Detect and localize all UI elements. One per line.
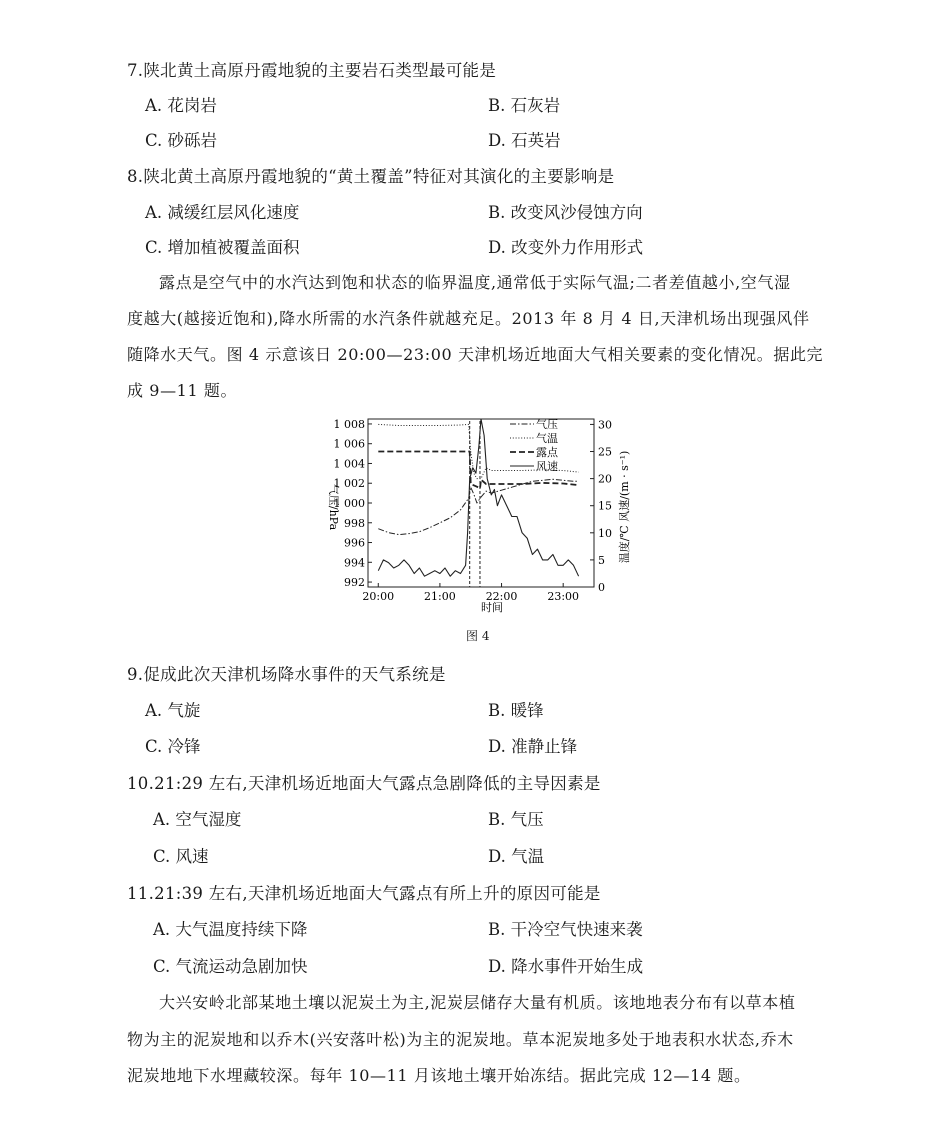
x-tick-label: 21:00	[424, 590, 456, 603]
question-9-stem: 9.促成此次天津机场降水事件的天气系统是	[127, 665, 446, 684]
passage-2-line-2: 物为主的泥炭地和以乔木(兴安落叶松)为主的泥炭地。草本泥炭地多处于地表积水状态,乔木	[127, 1030, 794, 1049]
y-left-tick-label: 1 000	[333, 497, 365, 510]
question-9-option-a[interactable]: A. 气旋	[145, 701, 201, 720]
x-tick-label: 20:00	[362, 590, 395, 603]
question-10-option-b[interactable]: B. 气压	[488, 810, 544, 829]
y-left-tick-label: 992	[344, 576, 365, 590]
question-9-option-b[interactable]: B. 暖锋	[488, 701, 544, 720]
y-left-tick-label: 996	[344, 536, 365, 550]
question-8-stem: 8.陕北黄土高原丹霞地貌的“黄土覆盖”特征对其演化的主要影响是	[127, 167, 615, 186]
y-right-tick-label: 15	[598, 499, 612, 513]
question-7-stem: 7.陕北黄土高原丹霞地貌的主要岩石类型最可能是	[127, 61, 497, 80]
x-tick-label: 23:00	[547, 590, 580, 603]
passage-1-line-2: 度越大(越接近饱和),降水所需的水汽条件就越充足。2013 年 8 月 4 日,天津机场出现强风伴	[127, 309, 810, 328]
axes-layer	[334, 418, 613, 603]
question-10-option-a[interactable]: A. 空气湿度	[153, 810, 242, 829]
question-11-option-c[interactable]: C. 气流运动急剧加快	[153, 957, 308, 976]
passage-1-line-1: 露点是空气中的水汽达到饱和状态的临界温度,通常低于实际气温;二者差值越小,空气湿	[159, 273, 791, 292]
question-9-option-c[interactable]: C. 冷锋	[145, 737, 201, 756]
y-right-tick-label: 25	[598, 445, 612, 459]
y-right-tick-label: 0	[598, 581, 605, 594]
question-7-option-c[interactable]: C. 砂砾岩	[145, 131, 218, 150]
figure-caption: 图 4	[466, 629, 490, 643]
question-11-option-b[interactable]: B. 干冷空气快速来袭	[488, 920, 643, 939]
question-10-option-d[interactable]: D. 气温	[488, 847, 545, 866]
question-10-stem: 10.21:29 左右,天津机场近地面大气露点急剧降低的主导因素是	[127, 774, 601, 793]
y-left-tick-label: 998	[344, 516, 365, 530]
x-axis-label: 时间	[481, 601, 503, 614]
legend-label-windspeed: 风速	[536, 460, 558, 473]
question-9-option-d[interactable]: D. 准静止锋	[488, 737, 578, 756]
line-chart	[318, 412, 648, 624]
y-left-tick-label: 994	[344, 556, 365, 570]
y-right-axis-label: 温度/℃ 风速/(m · s⁻¹)	[618, 450, 631, 564]
x-tick-label: 22:00	[485, 590, 518, 603]
question-8-option-d[interactable]: D. 改变外力作用形式	[488, 238, 644, 257]
y-left-axis-label: 气压/hPa	[327, 483, 340, 531]
y-right-tick-label: 30	[598, 418, 612, 432]
legend-label-pressure: 气压	[536, 418, 558, 431]
question-7-option-b[interactable]: B. 石灰岩	[488, 96, 561, 115]
passage-1-line-4: 成 9—11 题。	[127, 381, 238, 400]
passage-2-line-1: 大兴安岭北部某地土壤以泥炭土为主,泥炭层储存大量有机质。该地地表分布有以草本植	[159, 993, 796, 1012]
y-right-tick-label: 20	[598, 472, 612, 486]
question-11-option-a[interactable]: A. 大气温度持续下降	[153, 920, 308, 939]
question-8-option-a[interactable]: A. 减缓红层风化速度	[145, 203, 300, 222]
passage-2-line-3: 泥炭地地下水埋藏较深。每年 10—11 月该地土壤开始冻结。据此完成 12—14 题。	[127, 1066, 751, 1085]
question-7-option-d[interactable]: D. 石英岩	[488, 131, 561, 150]
question-8-option-b[interactable]: B. 改变风沙侵蚀方向	[488, 203, 643, 222]
question-8-option-c[interactable]: C. 增加植被覆盖面积	[145, 238, 300, 257]
question-10-option-c[interactable]: C. 风速	[153, 847, 209, 866]
legend-label-dewpoint: 露点	[536, 446, 558, 459]
figure-4-chart	[318, 412, 648, 624]
y-left-tick-label: 1 008	[333, 417, 365, 431]
y-left-tick-label: 1 004	[333, 457, 365, 471]
y-left-tick-label: 1 002	[333, 477, 365, 491]
passage-1-line-3: 随降水天气。图 4 示意该日 20:00—23:00 天津机场近地面大气相关要素的变化情况。据此完	[127, 345, 824, 364]
y-right-tick-label: 5	[598, 553, 605, 567]
series-line-pressure	[378, 479, 578, 534]
legend-label-temperature: 气温	[536, 432, 558, 445]
question-11-option-d[interactable]: D. 降水事件开始生成	[488, 957, 644, 976]
y-left-tick-label: 1 006	[333, 437, 365, 451]
y-right-tick-label: 10	[598, 526, 612, 540]
legend	[510, 417, 559, 473]
question-11-stem: 11.21:39 左右,天津机场近地面大气露点有所上升的原因可能是	[127, 884, 601, 903]
question-7-option-a[interactable]: A. 花岗岩	[145, 96, 217, 115]
